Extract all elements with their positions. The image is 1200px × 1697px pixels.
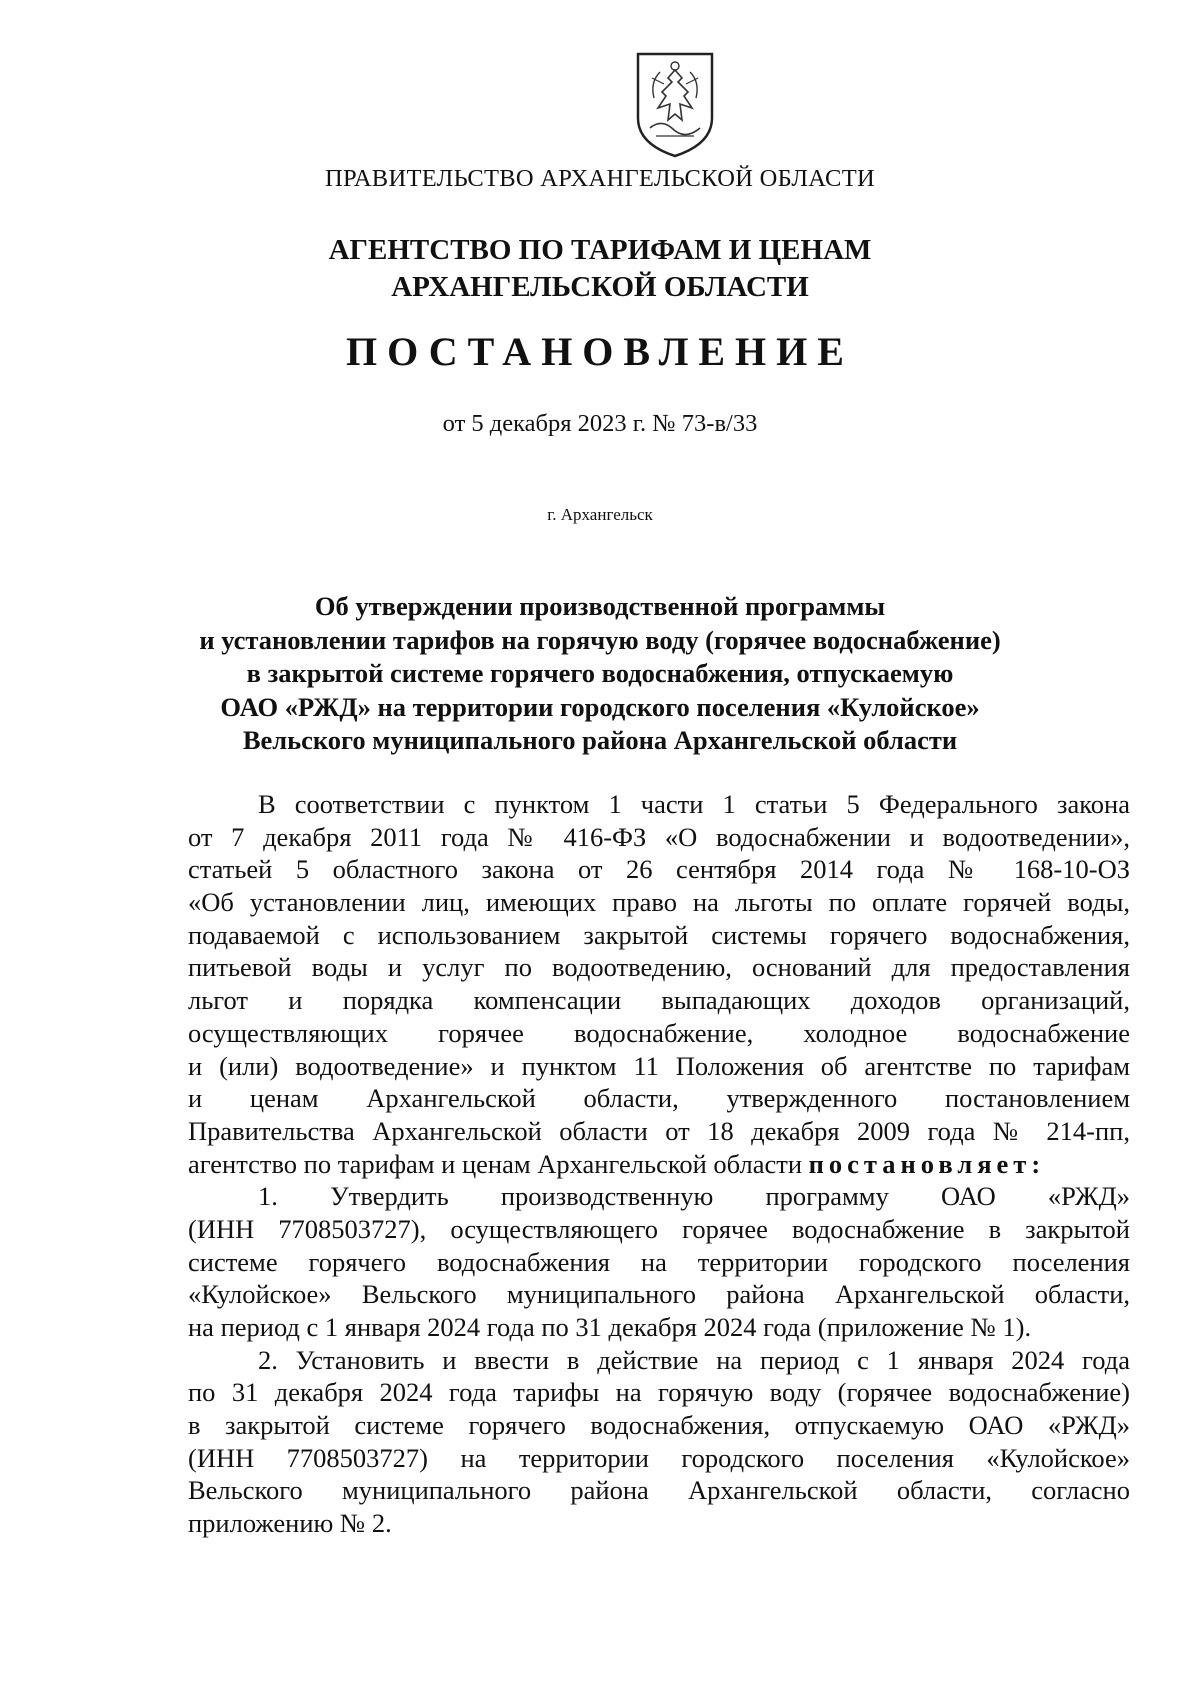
title-line: и установлении тарифов на горячую воду (горячее водоснабжение) bbox=[199, 624, 1001, 655]
body-line: осуществляющих горячее водоснабжение, холодное водоснабжение bbox=[188, 1017, 1130, 1048]
body-line: «Об установлении лиц, имеющих право на льготы по оплате горячей воды, bbox=[188, 887, 1130, 918]
body-line: 2. Установить и ввести в действие на период с 1 января 2024 года bbox=[258, 1344, 1130, 1375]
coat-of-arms-icon bbox=[630, 48, 720, 160]
body-line: «Кулойское» Вельского муниципального района Архангельской области, bbox=[188, 1279, 1130, 1310]
body-line: статьей 5 областного закона от 26 сентября 2014 года № 168-10-ОЗ bbox=[188, 854, 1130, 885]
document-type: ПОСТАНОВЛЕНИЕ bbox=[346, 329, 854, 374]
body-line: Вельского муниципального района Архангельской области, согласно bbox=[188, 1475, 1130, 1506]
body-line-text: агентство по тарифам и ценам Архангельской области bbox=[188, 1148, 803, 1179]
document-title bbox=[0, 590, 1200, 758]
body-line: (ИНН 7708503727), осуществляющего горячее водоснабжение в закрытой bbox=[188, 1213, 1130, 1244]
body-line: льгот и порядка компенсации выпадающих доходов организаций, bbox=[188, 985, 1130, 1016]
title-line: Об утверждении производственной программы bbox=[314, 591, 886, 621]
resolves-word: постановляет: bbox=[808, 1148, 1046, 1179]
agency-name-line: АРХАНГЕЛЬСКОЙ ОБЛАСТИ bbox=[391, 271, 809, 303]
government-name: ПРАВИТЕЛЬСТВО АРХАНГЕЛЬСКОЙ ОБЛАСТИ bbox=[325, 165, 875, 192]
document-city: г. Архангельск bbox=[547, 505, 653, 524]
body-line: и (или) водоотведение» и пунктом 11 Положения об агентстве по тарифам bbox=[188, 1050, 1130, 1081]
title-line: в закрытой системе горячего водоснабжения, отпускаемую bbox=[246, 658, 954, 689]
document-date-number: от 5 декабря 2023 г. № 73-в/33 bbox=[442, 410, 758, 437]
body-line: в закрытой системе горячего водоснабжения, отпускаемую ОАО «РЖД» bbox=[188, 1410, 1130, 1441]
body-line-resolves bbox=[188, 1148, 1130, 1181]
body-line: и ценам Архангельской области, утвержденного постановлением bbox=[188, 1083, 1130, 1114]
body-line: подаваемой с использованием закрытой системы горячего водоснабжения, bbox=[188, 919, 1130, 950]
body-line: В соответствии с пунктом 1 части 1 статьи 5 Федерального закона bbox=[258, 789, 1130, 819]
body-line: 1. Утвердить производственную программу ОАО «РЖД» bbox=[258, 1181, 1130, 1212]
body-line: от 7 декабря 2011 года № 416-ФЗ «О водоснабжении и водоотведении», bbox=[188, 821, 1130, 852]
body-line: приложению № 2. bbox=[188, 1508, 392, 1539]
title-line: Вельского муниципального района Архангельской области bbox=[242, 725, 958, 756]
body-line: по 31 декабря 2024 года тарифы на горячую воду (горячее водоснабжение) bbox=[188, 1377, 1130, 1408]
body-line: (ИНН 7708503727) на территории городского поселения «Кулойское» bbox=[188, 1442, 1130, 1473]
body-line: системе горячего водоснабжения на территории городского поселения bbox=[188, 1246, 1130, 1277]
document-body bbox=[188, 788, 1130, 1540]
agency-name-line: АГЕНТСТВО ПО ТАРИФАМ И ЦЕНАМ bbox=[328, 234, 872, 266]
body-line: Правительства Архангельской области от 18 декабря 2009 года № 214-пп, bbox=[188, 1115, 1130, 1146]
body-line: питьевой воды и услуг по водоотведению, оснований для предоставления bbox=[188, 952, 1130, 983]
agency-name bbox=[0, 232, 1200, 306]
title-line: ОАО «РЖД» на территории городского поселения «Кулойское» bbox=[220, 691, 980, 722]
body-line: на период с 1 января 2024 года по 31 декабря 2024 года (приложение № 1). bbox=[188, 1312, 1032, 1342]
